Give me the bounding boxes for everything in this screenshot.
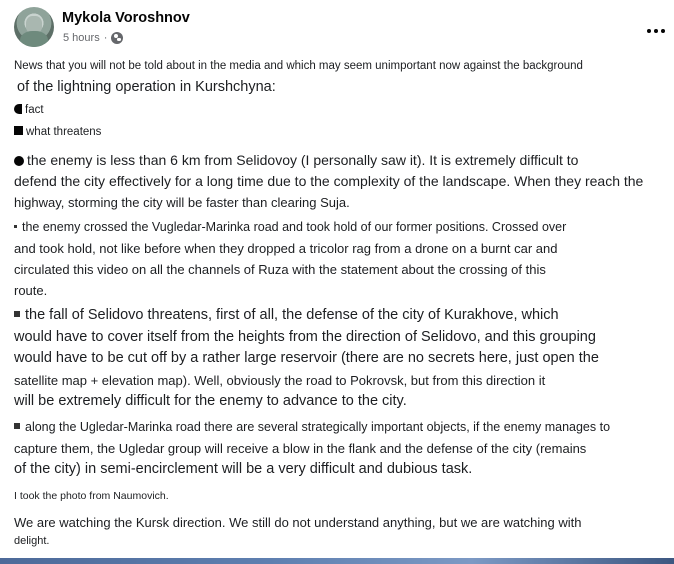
small-square-bullet-icon (14, 311, 20, 317)
closing-line-2: delight. (14, 534, 50, 547)
post-text (14, 58, 664, 549)
post-timestamp[interactable]: 5 hours (63, 32, 100, 44)
closing-paragraph (14, 512, 664, 549)
photo-credit: I took the photo from Naumovich. (14, 489, 169, 502)
more-options-button[interactable] (644, 21, 668, 41)
legend-fact (14, 100, 664, 120)
threat2-line-2: capture them, the Ugledar group will receive a blow in the flank and the defense of the city (remains (14, 440, 587, 456)
item2-line-4: route. (14, 283, 48, 298)
circle-bullet-icon (14, 156, 24, 166)
avatar-body (20, 31, 48, 47)
threat1-line-3: would have to be cut off by a rather large reservoir (there are no secrets here, just open the (14, 350, 599, 366)
intro-paragraph-2 (14, 78, 664, 96)
small-square-bullet-icon (14, 423, 20, 429)
attached-photo-edge[interactable] (0, 558, 674, 564)
item2-paragraph (14, 217, 664, 301)
threat2-line-3: of the city) in semi-encirclement will be a very difficult and dubious task. (14, 460, 473, 477)
fact-line-1 (14, 150, 664, 171)
post-meta (63, 32, 123, 44)
square-bullet-icon (14, 126, 23, 135)
fact-line-3: highway, storming the city will be faster than clearing Suja. (14, 195, 350, 210)
threat2-line-1-text: along the Ugledar-Marinka road there are several strategically important objects, if the enemy manages to (25, 419, 611, 434)
item2-line-2: and took hold, not like before when they dropped a tricolor rag from a drone on a burnt car and (14, 241, 558, 256)
more-dot-icon (647, 29, 651, 33)
threat1-line-2: would have to cover itself from the heights from the direction of Selidovo, and this grouping (14, 328, 596, 345)
threat1-line-1-text: the fall of Selidovo threatens, first of all, the defense of the city of Kurakhove, which (25, 307, 559, 323)
half-circle-bullet-icon (14, 104, 22, 114)
post-header (14, 7, 654, 51)
legend-fact-label: fact (25, 104, 44, 116)
meta-separator: · (103, 32, 108, 44)
threat2-paragraph (14, 417, 664, 480)
threat1-line-4: satellite map + elevation map). Well, obviously the road to Pokrovsk, but from this direction it (14, 372, 546, 388)
item2-line-1-text: the enemy crossed the Vugledar-Marinka road and took hold of our former positions. Crossed over (22, 220, 567, 234)
more-dot-icon (654, 29, 658, 33)
item2-line-1 (14, 217, 664, 238)
intro-line-1: News that you will not be told about in the media and which may seem unimportant now against the background (14, 60, 583, 72)
intro-paragraph (14, 58, 664, 74)
item2-line-3: circulated this video on all the channels of Ruza with the statement about the crossing of this (14, 262, 546, 277)
legend-threat (14, 122, 664, 142)
profile-avatar[interactable] (14, 7, 54, 47)
author-name[interactable]: Mykola Voroshnov (62, 10, 190, 26)
fact-line-1-text: the enemy is less than 6 km from Selidovoy (I personally saw it). It is extremely difficult to (27, 152, 579, 168)
threat2-line-1 (14, 417, 664, 438)
threat1-line-1 (14, 305, 664, 327)
dot-bullet-icon (14, 225, 17, 228)
more-dot-icon (661, 29, 665, 33)
threat1-paragraph (14, 305, 664, 413)
closing-line-1: We are watching the Kursk direction. We still do not understand anything, but we are watching with (14, 514, 582, 530)
intro-line-2: of the lightning operation in Kurshchyna: (17, 79, 276, 95)
threat1-line-5: will be extremely difficult for the enemy to advance to the city. (14, 393, 407, 409)
fact-line-2: defend the city effectively for a long time due to the complexity of the landscape. When they reach the (14, 173, 644, 189)
legend-threat-label: what threatens (26, 126, 102, 138)
fact-paragraph (14, 150, 664, 213)
globe-icon[interactable] (111, 32, 123, 44)
